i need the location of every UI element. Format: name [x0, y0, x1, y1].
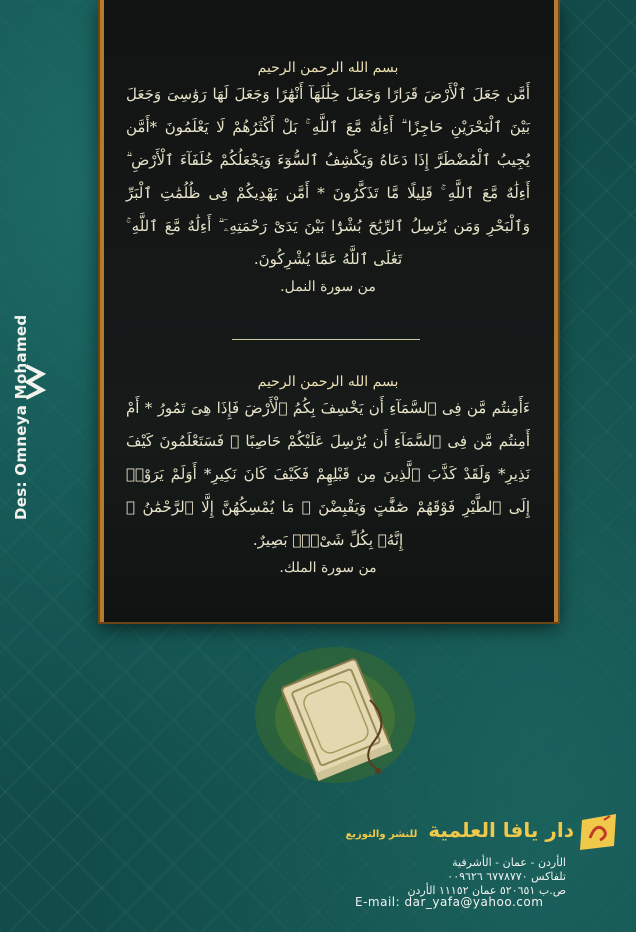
designer-credit: Des: Omneya Mohamed: [12, 314, 30, 520]
publisher-logo-icon: [578, 812, 620, 852]
verse-text-naml: أَمَّن جَعَلَ ٱلْأَرْضَ قَرَارًا وَجَعَلَ خِلَٰلَهَآ أَنْهَٰرًا وَجَعَلَ لَهَا رَوَٰسِىَ وَجَعَلَ بَيْنَ ٱلْبَحْرَيْنِ حَاجِزًا ۗ أَءِلَٰهٌ مَّعَ ٱللَّهِ ۚ بَلْ أَكْثَرُهُمْ لَا يَعْلَمُونَ *أَمَّن يُجِيبُ ٱلْمُضْطَرَّ إِذَا دَعَاهُ وَيَكْشِفُ ٱلسُّوٓءَ وَيَجْعَلُكُمْ خُلَفَآءَ ٱلْأَرْضِ ۗ أَءِلَٰهٌ مَّعَ ٱللَّهِ ۚ قَلِيلًا مَّا تَذَكَّرُونَ * أَمَّن يَهْدِيكُمْ فِى ظُلُمَٰتِ ٱلْبَرِّ وَٱلْبَحْرِ وَمَن يُرْسِلُ ٱلرِّيَٰحَ بُشْرًۢا بَيْنَ يَدَىْ رَحْمَتِهِۦٓ ۗ أَءِلَٰهٌ مَّعَ ٱللَّهِ ۚ تَعَٰلَى ٱللَّهُ عَمَّا يُشْرِكُونَ.: [126, 85, 530, 268]
basmala-1: بسم الله الرحمن الرحيم: [257, 60, 399, 76]
section-divider: [232, 339, 420, 340]
source-mulk: من سورة الملك.: [279, 560, 377, 576]
address-line-3: ص.ب ٥٢٠٦٥١ عمان ١١١٥٢ الأردن: [407, 884, 566, 897]
verse-section-mulk: [126, 372, 530, 579]
publisher-email: E-mail: dar_yafa@yahoo.com: [355, 895, 544, 909]
quran-book-icon: [250, 630, 420, 790]
verse-section-naml: [126, 58, 530, 298]
address-line-2: تلفاكس ٦٧٧٨٧٧٠ ٠٠٩٦٢٦: [447, 870, 566, 883]
address-line-1: الأردن - عمان - الأشرفية: [452, 856, 566, 869]
source-naml: من سورة النمل.: [280, 279, 376, 295]
publisher-name: [345, 818, 574, 842]
publisher-subtitle: للنشر والتوزيع: [345, 829, 418, 840]
publisher-name-text: دار يافا العلمية: [428, 818, 574, 842]
basmala-2: بسم الله الرحمن الرحيم: [257, 374, 399, 390]
verse-text-mulk: ءَأَمِنتُم مَّن فِى ٱلسَّمَآءِ أَن يَخْسِفَ بِكُمُ ٱلْأَرْضَ فَإِذَا هِىَ تَمُورُ * أَمْ أَمِنتُم مَّن فِى ٱلسَّمَآءِ أَن يُرْسِلَ عَلَيْكُمْ حَاصِبًا ۖ فَسَتَعْلَمُونَ كَيْفَ نَذِيرِ* وَلَقَدْ كَذَّبَ ٱلَّذِينَ مِن قَبْلِهِمْ فَكَيْفَ كَانَ نَكِيرِ* أَوَلَمْ يَرَوْا۟ إِلَى ٱلطَّيْرِ فَوْقَهُمْ صَٰٓفَّٰتٍ وَيَقْبِضْنَ ۚ مَا يُمْسِكُهُنَّ إِلَّا ٱلرَّحْمَٰنُ ۚ إِنَّهُۥ بِكُلِّ شَىْءٍۭ بَصِيرٌ.: [126, 399, 530, 549]
